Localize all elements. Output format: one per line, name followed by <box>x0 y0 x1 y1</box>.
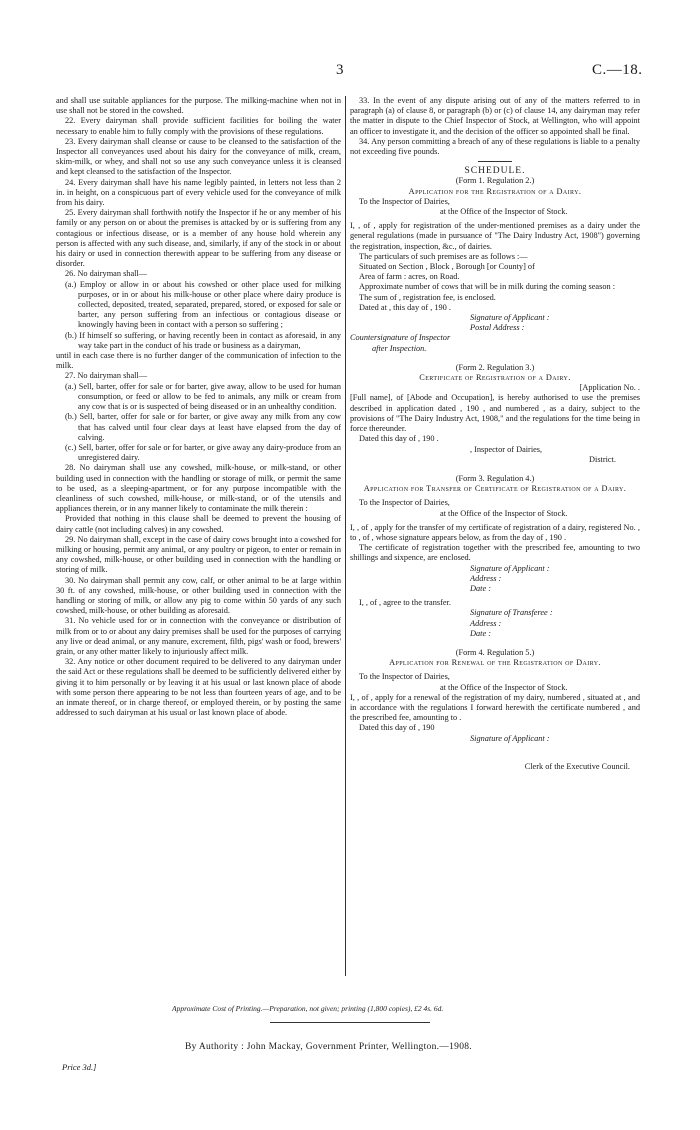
form3-at: at the Office of the Inspector of Stock. <box>440 508 568 518</box>
clause-32: 32. Any notice or other document required to be delivered to any dairyman under the said Act or these regulations shall be deemed to be sufficiently delivered either by giving it to him personally or by leaving it at his usual or last known place of abode with some person there appearing to be not less than fourteen years of age, and to be an inmate thereof, or in charge thereof, or employed therein, or by posting the same addressed to such dairyman at his usual or last known place of abode. <box>56 657 341 718</box>
form3-sig-transferee: Signature of Transferee : <box>470 608 553 618</box>
form1-at: at the Office of the Inspector of Stock. <box>440 207 568 217</box>
column-divider <box>345 96 346 976</box>
form4-dated: Dated this day of , 190 <box>359 723 435 733</box>
form2-label: (Form 2. Regulation 3.) <box>455 362 535 372</box>
form3-title: Application for Transfer of Certificate of Registration of a Dairy. <box>363 484 627 494</box>
form4-signature: Signature of Applicant : <box>470 733 550 743</box>
price: Price 3d.] <box>62 1062 97 1072</box>
document-code: C.—18. <box>592 62 643 78</box>
form3-label: (Form 3. Regulation 4.) <box>455 473 535 483</box>
form2-inspector: , Inspector of Dairies, <box>470 444 543 454</box>
clause-34: 34. Any person committing a breach of any of these regulations is liable to a penalty not exceeding five pounds. <box>350 136 640 157</box>
form2-app-no: [Application No. . <box>579 383 640 393</box>
form3-address-1: Address : <box>470 573 502 583</box>
clause-31: 31. No vehicle used for or in connection with the conveyance or distribution of milk from or to or about any dairy premises shall be used for the purposes of carrying any live or dead animal, or any manure, excrement, filth, pigs' wash or food, brewers' grain, or any other matter likely to injuriously affect milk. <box>56 616 341 656</box>
footer-divider <box>270 1022 430 1023</box>
printer-authority: By Authority : John Mackay, Government Printer, Wellington.—1908. <box>185 1042 472 1052</box>
form3-date-2: Date : <box>470 628 491 638</box>
form1-title: Application for the Registration of a Dairy. <box>408 186 582 196</box>
clause-28-proviso: Provided that nothing in this clause shall be deemed to prevent the housing of dairy cattle (not including calves) in any cowshed. <box>56 514 341 534</box>
form3-date-1: Date : <box>470 583 491 593</box>
form1-label: (Form 1. Regulation 2.) <box>455 176 535 186</box>
clause-27-a: (a.) Sell, barter, offer for sale or for barter, give away, allow to be used for human consumption, or feed or allow to be fed to animals, any milk or cream from any cow that is or is suspected of being diseased or in an unhealthy condition. <box>65 381 341 412</box>
form3-address-2: Address : <box>470 618 502 628</box>
right-column <box>350 96 640 772</box>
form1-approx: Approximate number of cows that will be in milk during the coming season : <box>359 282 616 292</box>
paragraph-continuation: and shall use suitable appliances for the purpose. The milking-machine when not in use shall not be stored in the cowshed. <box>56 96 341 116</box>
schedule-title: SCHEDULE. <box>464 166 526 177</box>
form2-dated: Dated this day of , 190 . <box>359 434 439 444</box>
page-number: 3 <box>336 62 344 78</box>
form1-area: Area of farm : acres, on Road. <box>359 272 460 282</box>
clause-30: 30. No dairyman shall permit any cow, calf, or other animal to be at large within 30 ft. of any cowshed, milk-house, or other building used in connection with the handling or storing of milk, or allow any pig to come within 50 yards of any such cowshed, milk-house, or other building as aforesaid. <box>56 575 341 616</box>
clause-33: 33. In the event of any dispute arising out of any of the matters referred to in paragraph (a) of clause 8, or paragraph (b) or (c) of clause 14, any dairyman may refer the matter in dispute to the Chief Inspector of Stock, at Wellington, who will appoint an officer to investigate it, and the decision of the officer so appointed shall be final. <box>350 96 640 136</box>
form1-counter: Countersignature of Inspector <box>350 333 451 343</box>
clause-28: 28. No dairyman shall use any cowshed, milk-house, or milk-stand, or other building used in connection with the handling or storage of milk, or permit the same to be used, as a sleeping-apartment, or for any purpose incompatible with the cleanliness of such cowshed, milk-house, or milk-stand, or of the utensils and appliances therein, or in any manner likely to contaminate the milk therein : <box>56 463 341 514</box>
clause-27-c: (c.) Sell, barter, offer for sale or for barter, or give away any dairy-produce from an unregistered dairy. <box>65 442 341 463</box>
form1-situated: Situated on Section , Block , Borough [or County] of <box>359 262 535 272</box>
left-column <box>56 96 341 718</box>
clause-26-tail: until in each case there is no further danger of the communication of infection to the milk. <box>56 351 341 371</box>
clause-22: 22. Every dairyman shall provide sufficient facilities for boiling the water necessary to enable him to fully comply with the provisions of these regulations. <box>56 116 341 136</box>
form1-signature: Signature of Applicant : <box>470 313 550 323</box>
form3-to: To the Inspector of Dairies, <box>359 498 450 508</box>
form3-body: I, , of , apply for the transfer of my certificate of registration of a dairy, registered No. , to , of , whose signature appears below, as from the day of , 190 . <box>350 522 640 542</box>
form4-title: Application for Renewal of the Registration of Dairy. <box>389 658 601 668</box>
form4-label: (Form 4. Regulation 5.) <box>455 647 535 657</box>
clerk-signature: Clerk of the Executive Council. <box>524 761 630 771</box>
clause-24: 24. Every dairyman shall have his name legibly painted, in letters not less than 2 in. in height, on a conspicuous part of every vehicle used for the conveyance of milk from his dairy. <box>56 177 341 208</box>
form1-particulars: The particulars of such premises are as follows :— <box>359 251 528 261</box>
form2-title: Certificate of Registration of a Dairy. <box>419 373 571 383</box>
form2-district: District. <box>589 454 616 464</box>
divider <box>478 161 512 162</box>
clause-26-b: (b.) If himself so suffering, or having recently been in contact as aforesaid, in any way take part in the conduct of his trade or business as a dairyman, <box>65 330 341 350</box>
form4-to: To the Inspector of Dairies, <box>359 672 450 682</box>
form3-agree: I, , of , agree to the transfer. <box>359 598 451 608</box>
form1-to: To the Inspector of Dairies, <box>359 196 450 206</box>
form2-body: [Full name], of [Abode and Occupation], is hereby authorised to use the premises described in application dated , 190 , and numbered , as a dairy, subject to the provisions of "The Dairy Industry Act, 1908," and the regulations for the time being in force thereunder. <box>350 393 640 434</box>
form4-at: at the Office of the Inspector of Stock. <box>440 682 568 692</box>
form1-sum: The sum of , registration fee, is enclosed. <box>359 292 496 302</box>
clause-27-b: (b.) Sell, barter, offer for sale or for barter, or give away any milk from any cow that has calved until four clear days at least have elapsed from the day of calving. <box>65 412 341 442</box>
form1-dated: Dated at , this day of , 190 . <box>359 302 451 312</box>
clause-27: 27. No dairyman shall— <box>65 371 148 381</box>
form1-postal: Postal Address : <box>470 323 525 333</box>
form1-body: I, , of , apply for registration of the under-mentioned premises as a dairy under the general regulations (made in pursuance of "The Dairy Industry Act, 1908") governing the registration, inspection, &c., of dairies. <box>350 221 640 251</box>
printing-cost-note: Approximate Cost of Printing.—Preparation, not given; printing (1,800 copies), £2 4s. 6d. <box>172 1004 444 1013</box>
clause-25: 25. Every dairyman shall forthwith notify the Inspector if he or any member of his family or any person on or about the premises is attacked by or is suffering from any contagious or infectious disease, or is a member of any house hold wherein any person is affected with any such disease, and, similarly, if any of the stock in or about his dairy or used in connection therewith appear to be suffering from any disease or disorder. <box>56 208 341 269</box>
form3-cert: The certificate of registration together with the prescribed fee, amounting to two shillings and sixpence, are enclosed. <box>350 543 640 563</box>
clause-23: 23. Every dairyman shall cleanse or cause to be cleansed to the satisfaction of the Inspector all conveyances used about his dairy for the conveyance of milk, cream, skim-milk, or whey, and shall not so use any such conveyance unless it is cleansed and kept cleansed to the satisfaction of the Inspector. <box>56 136 341 177</box>
form3-sig-applicant: Signature of Applicant : <box>470 563 550 573</box>
form1-after: after Inspection. <box>372 343 427 353</box>
clause-26: 26. No dairyman shall— <box>65 269 148 279</box>
clause-26-a: (a.) Employ or allow in or about his cowshed or other place used for milking purposes, or in or about his milk-house or other place where dairy produce is collected, deposited, treated, separated, prepared, stored, or exposed for sale or barter, any person suffering from an infectious or contagious disease or knowingly having been in contact with a person so suffering ; <box>65 279 341 330</box>
clause-29: 29. No dairyman shall, except in the case of dairy cows brought into a cowshed for milking or housing, permit any animal, or any poultry or pigeon, to enter or remain in any cowshed, milk-house, or other building used in connection with the handling or storing of milk. <box>56 534 341 575</box>
form4-body: I, , of , apply for a renewal of the registration of my dairy, numbered , situated at , and in accordance with the regulations I forward herewith the certificate numbered , and the prescribed fee, amounting to . <box>350 692 640 723</box>
